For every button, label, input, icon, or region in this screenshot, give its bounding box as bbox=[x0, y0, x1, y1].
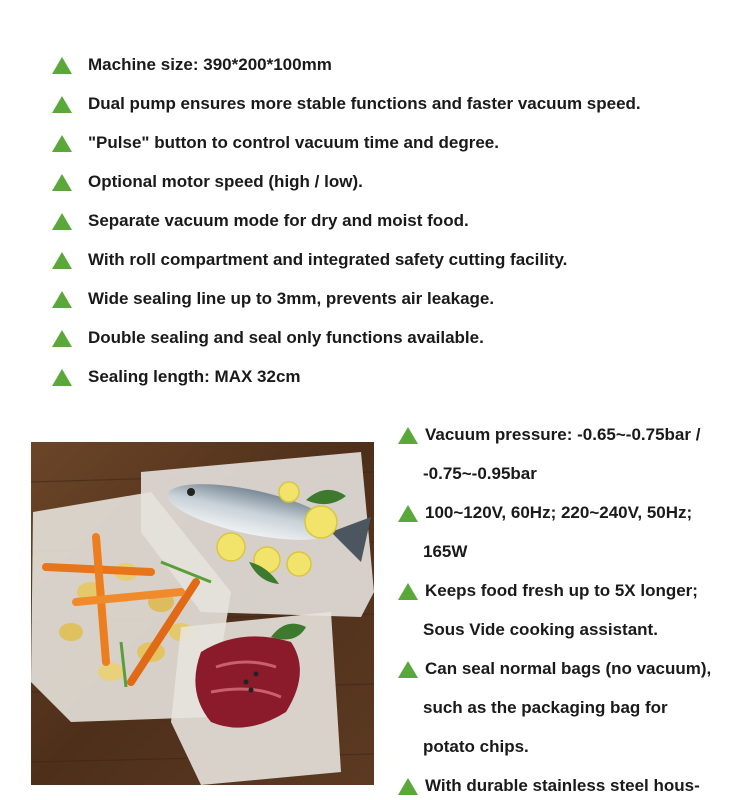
triangle-bullet-icon bbox=[398, 583, 418, 600]
feature-item bbox=[52, 54, 332, 76]
feature-text: Double sealing and seal only functions available. bbox=[88, 328, 484, 347]
feature-item bbox=[52, 93, 641, 115]
feature-item bbox=[398, 658, 711, 680]
feature-text: Dual pump ensures more stable functions and faster vacuum speed. bbox=[88, 94, 641, 113]
feature-text: Machine size: 390*200*100mm bbox=[88, 55, 332, 74]
triangle-bullet-icon bbox=[52, 369, 72, 386]
feature-text: "Pulse" button to control vacuum time and degree. bbox=[88, 133, 499, 152]
triangle-bullet-icon bbox=[52, 135, 72, 152]
triangle-bullet-icon bbox=[398, 778, 418, 795]
feature-text: Vacuum pressure: -0.65~-0.75bar / bbox=[425, 425, 701, 444]
feature-item bbox=[52, 366, 301, 388]
triangle-bullet-icon bbox=[52, 213, 72, 230]
feature-text: Separate vacuum mode for dry and moist food. bbox=[88, 211, 469, 230]
feature-item bbox=[52, 171, 363, 193]
feature-text-continuation: potato chips. bbox=[423, 737, 529, 756]
feature-text: Optional motor speed (high / low). bbox=[88, 172, 363, 191]
feature-text: With roll compartment and integrated safety cutting facility. bbox=[88, 250, 568, 269]
feature-text: Sealing length: MAX 32cm bbox=[88, 367, 301, 386]
feature-text-continuation: Sous Vide cooking assistant. bbox=[423, 620, 658, 639]
feature-item bbox=[398, 424, 700, 446]
triangle-bullet-icon bbox=[52, 291, 72, 308]
vacuum-bags-food-illustration bbox=[31, 442, 374, 785]
feature-item bbox=[398, 580, 698, 602]
triangle-bullet-icon bbox=[52, 96, 72, 113]
feature-item bbox=[398, 502, 692, 524]
feature-text: Keeps food fresh up to 5X longer; bbox=[425, 581, 698, 600]
product-photo bbox=[31, 442, 374, 785]
feature-text: 100~120V, 60Hz; 220~240V, 50Hz; bbox=[425, 503, 693, 522]
feature-text-continuation: 165W bbox=[423, 542, 468, 561]
feature-text-continuation: -0.75~-0.95bar bbox=[423, 464, 537, 483]
feature-item bbox=[398, 775, 700, 797]
triangle-bullet-icon bbox=[52, 330, 72, 347]
feature-item bbox=[52, 327, 484, 349]
triangle-bullet-icon bbox=[398, 505, 418, 522]
feature-item bbox=[52, 249, 567, 271]
feature-text: Wide sealing line up to 3mm, prevents air leakage. bbox=[88, 289, 495, 308]
feature-item bbox=[52, 132, 499, 154]
feature-text: With durable stainless steel hous- bbox=[425, 776, 700, 795]
feature-text: Can seal normal bags (no vacuum), bbox=[425, 659, 712, 678]
feature-item bbox=[52, 210, 469, 232]
feature-text-continuation: such as the packaging bag for bbox=[423, 698, 668, 717]
triangle-bullet-icon bbox=[52, 174, 72, 191]
triangle-bullet-icon bbox=[398, 661, 418, 678]
feature-item bbox=[52, 288, 494, 310]
triangle-bullet-icon bbox=[52, 252, 72, 269]
triangle-bullet-icon bbox=[52, 57, 72, 74]
triangle-bullet-icon bbox=[398, 427, 418, 444]
